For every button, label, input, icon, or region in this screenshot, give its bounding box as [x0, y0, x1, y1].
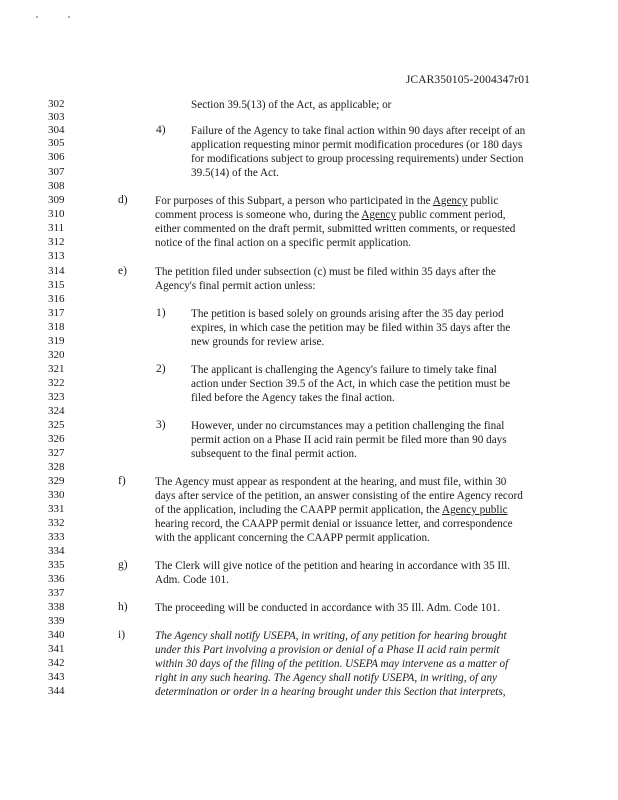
line-number: 324 [48, 405, 65, 417]
line-number: 326 [48, 433, 65, 445]
line-number: 322 [48, 377, 65, 389]
text-line: hearing record, the CAAPP permit denial or issuance letter, and correspondence [155, 518, 513, 530]
text-line: The petition is based solely on grounds arising after the 35 day period [191, 308, 504, 320]
item-label: 2) [156, 363, 166, 375]
subsection-label: i) [118, 629, 126, 641]
line-number: 321 [48, 363, 65, 375]
line-number: 313 [48, 250, 65, 262]
text-line: permit action on a Phase II acid rain permit be filed more than 90 days [191, 434, 507, 446]
line-number: 315 [48, 279, 65, 291]
line-number: 336 [48, 573, 65, 585]
text-line: with the applicant concerning the CAAPP permit application. [155, 532, 430, 544]
line-number: 323 [48, 391, 65, 403]
line-number: 309 [48, 194, 65, 206]
text-line: 39.5(14) of the Act. [191, 167, 279, 179]
line-number: 312 [48, 236, 65, 248]
line-number: 327 [48, 447, 65, 459]
line-number: 305 [48, 137, 65, 149]
subsection-label: d) [118, 194, 128, 206]
line-number: 307 [48, 166, 65, 178]
text-line: The petition filed under subsection (c) must be filed within 35 days after the [155, 266, 496, 278]
item-label: 3) [156, 419, 166, 431]
text-line: However, under no circumstances may a petition challenging the final [191, 420, 505, 432]
subsection-label: f) [118, 475, 126, 487]
line-number: 331 [48, 503, 65, 515]
text-line: of the application, including the CAAPP permit application, the Agency public [155, 504, 508, 516]
subsection-label: h) [118, 601, 128, 613]
text-line: action under Section 39.5 of the Act, in which case the petition must be [191, 378, 511, 390]
line-number: 311 [48, 222, 65, 234]
document-id: JCAR350105-2004347r01 [405, 74, 530, 86]
line-number: 330 [48, 489, 65, 501]
text-line: The Agency shall notify USEPA, in writing, of any petition for hearing brought [155, 630, 507, 642]
text-line: Failure of the Agency to take final action within 90 days after receipt of an [191, 125, 526, 137]
line-number: 306 [48, 151, 65, 163]
line-number: 332 [48, 517, 65, 529]
text-line: comment process is someone who, during the Agency public comment period, [155, 209, 506, 221]
line-number: 338 [48, 601, 65, 613]
text-line: for modifications subject to group processing requirements) under Section [191, 153, 524, 165]
line-number: 343 [48, 671, 65, 683]
text-line: notice of the final action on a specific permit application. [155, 237, 411, 249]
subsection-label: g) [118, 559, 128, 571]
line-number: 328 [48, 461, 65, 473]
line-number: 317 [48, 307, 65, 319]
line-number: 335 [48, 559, 65, 571]
line-number: 316 [48, 293, 65, 305]
subsection-label: e) [118, 265, 127, 277]
text-line: application requesting minor permit modification procedures (or 180 days [191, 139, 523, 151]
line-number: 308 [48, 180, 65, 192]
line-number: 341 [48, 643, 65, 655]
text-line: The applicant is challenging the Agency's failure to timely take final [191, 364, 497, 376]
line-number: 337 [48, 587, 65, 599]
text-line: The Agency must appear as respondent at the hearing, and must file, within 30 [155, 476, 507, 488]
line-number: 329 [48, 475, 65, 487]
line-number: 304 [48, 124, 65, 136]
scan-speck [36, 16, 38, 18]
text-line: new grounds for review arise. [191, 336, 325, 348]
item-label: 1) [156, 307, 166, 319]
scan-speck [68, 16, 70, 18]
text-line: under this Part involving a provision or denial of a Phase II acid rain permit [155, 644, 500, 656]
text-line: right in any such hearing. The Agency shall notify USEPA, in writing, of any [155, 672, 498, 684]
line-number: 320 [48, 349, 65, 361]
line-number: 342 [48, 657, 65, 669]
text-line: For purposes of this Subpart, a person who participated in the Agency public [155, 195, 499, 207]
line-number: 310 [48, 208, 65, 220]
line-number: 302 [48, 98, 65, 110]
text-line: subsequent to the final permit action. [191, 448, 357, 460]
text-line: determination or order in a hearing brought under this Section that interprets, [155, 686, 506, 698]
line-number: 303 [48, 111, 65, 123]
text-line: Section 39.5(13) of the Act, as applicable; or [191, 99, 392, 111]
line-number: 344 [48, 685, 65, 697]
text-line: Adm. Code 101. [155, 574, 229, 586]
line-number: 339 [48, 615, 65, 627]
line-number: 334 [48, 545, 65, 557]
text-line: Agency's final permit action unless: [155, 280, 316, 292]
text-line: The proceeding will be conducted in accordance with 35 Ill. Adm. Code 101. [155, 602, 501, 614]
item-label: 4) [156, 124, 166, 136]
text-line: The Clerk will give notice of the petition and hearing in accordance with 35 Ill. [155, 560, 511, 572]
text-line: expires, in which case the petition may be filed within 35 days after the [191, 322, 511, 334]
text-line: filed before the Agency takes the final action. [191, 392, 395, 404]
line-number: 340 [48, 629, 65, 641]
text-line: days after service of the petition, an answer consisting of the entire Agency record [155, 490, 523, 502]
line-number: 314 [48, 265, 65, 277]
line-number: 333 [48, 531, 65, 543]
text-line: within 30 days of the filing of the petition. USEPA may intervene as a matter of [155, 658, 509, 670]
line-number: 319 [48, 335, 65, 347]
line-number: 318 [48, 321, 65, 333]
line-number: 325 [48, 419, 65, 431]
text-line: either commented on the draft permit, submitted written comments, or requested [155, 223, 516, 235]
